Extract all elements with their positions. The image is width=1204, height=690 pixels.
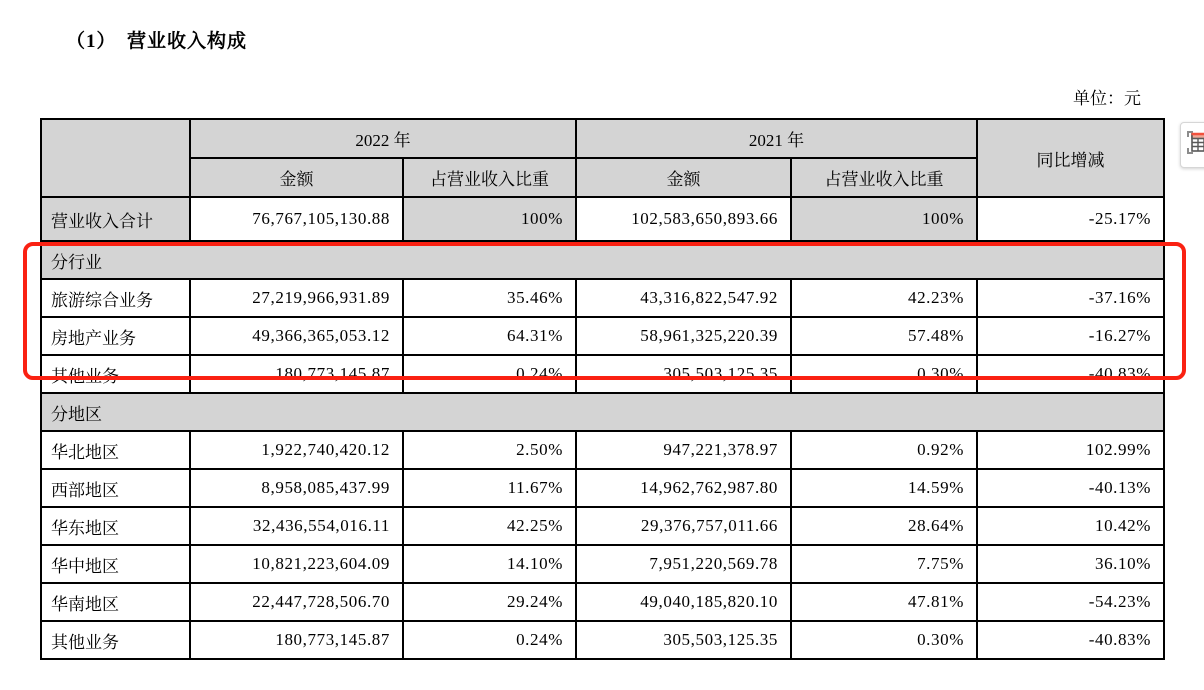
table-row <box>41 583 1164 621</box>
amount-2022: 8,958,085,437.99 <box>190 469 403 507</box>
yoy-value: 10.42% <box>977 507 1164 545</box>
header-yoy: 同比增减 <box>977 119 1164 197</box>
ratio-2022: 29.24% <box>403 583 576 621</box>
table-row <box>41 431 1164 469</box>
header-year-2022: 2022 年 <box>190 119 576 158</box>
amount-2021: 43,316,822,547.92 <box>576 279 791 317</box>
header-year-2021: 2021 年 <box>576 119 977 158</box>
ratio-2021: 0.30% <box>791 621 977 659</box>
yoy-value: -40.83% <box>977 621 1164 659</box>
row-label: 旅游综合业务 <box>41 279 190 317</box>
amount-2021: 49,040,185,820.10 <box>576 583 791 621</box>
amount-2021: 947,221,378.97 <box>576 431 791 469</box>
table-select-button[interactable] <box>1180 122 1204 168</box>
amount-2022: 32,436,554,016.11 <box>190 507 403 545</box>
ratio-2022: 42.25% <box>403 507 576 545</box>
ratio-2021: 28.64% <box>791 507 977 545</box>
section-label: 分行业 <box>41 241 1164 279</box>
ratio-2021: 14.59% <box>791 469 977 507</box>
ratio-2021: 42.23% <box>791 279 977 317</box>
header-blank-cell <box>41 119 190 197</box>
header-ratio-2021: 占营业收入比重 <box>791 158 977 197</box>
ratio-2021: 57.48% <box>791 317 977 355</box>
header-ratio-2022: 占营业收入比重 <box>403 158 576 197</box>
header-amount-2021: 金额 <box>576 158 791 197</box>
amount-2021: 58,961,325,220.39 <box>576 317 791 355</box>
row-label: 华北地区 <box>41 431 190 469</box>
unit-label: 单位：元 <box>1073 89 1141 108</box>
yoy-value: -37.16% <box>977 279 1164 317</box>
ratio-2022: 35.46% <box>403 279 576 317</box>
amount-2021: 305,503,125.35 <box>576 621 791 659</box>
amount-2022: 27,219,966,931.89 <box>190 279 403 317</box>
ratio-2022: 14.10% <box>403 545 576 583</box>
amount-2022: 1,922,740,420.12 <box>190 431 403 469</box>
amount-2021: 29,376,757,011.66 <box>576 507 791 545</box>
row-label: 房地产业务 <box>41 317 190 355</box>
table-row <box>41 621 1164 659</box>
ratio-2022: 0.24% <box>403 355 576 393</box>
amount-2022: 49,366,365,053.12 <box>190 317 403 355</box>
ratio-2022: 11.67% <box>403 469 576 507</box>
yoy-value: -40.83% <box>977 355 1164 393</box>
table-row <box>41 469 1164 507</box>
table-row <box>41 355 1164 393</box>
table-header-row-years <box>41 119 1164 158</box>
amount-2022: 22,447,728,506.70 <box>190 583 403 621</box>
row-label: 华东地区 <box>41 507 190 545</box>
yoy-value: 102.99% <box>977 431 1164 469</box>
yoy-value: -16.27% <box>977 317 1164 355</box>
row-label: 华中地区 <box>41 545 190 583</box>
table-row <box>41 507 1164 545</box>
ratio-2021: 0.92% <box>791 431 977 469</box>
revenue-composition-table <box>40 118 1165 660</box>
section-row-by-industry <box>41 241 1164 279</box>
ratio-2022: 100% <box>403 197 576 241</box>
amount-2021: 14,962,762,987.80 <box>576 469 791 507</box>
row-label: 营业收入合计 <box>41 197 190 241</box>
row-label: 其他业务 <box>41 621 190 659</box>
ratio-2021: 7.75% <box>791 545 977 583</box>
table-row-total <box>41 197 1164 241</box>
ratio-2022: 64.31% <box>403 317 576 355</box>
amount-2021: 102,583,650,893.66 <box>576 197 791 241</box>
amount-2022: 10,821,223,604.09 <box>190 545 403 583</box>
yoy-value: 36.10% <box>977 545 1164 583</box>
header-amount-2022: 金额 <box>190 158 403 197</box>
row-label: 西部地区 <box>41 469 190 507</box>
ratio-2021: 100% <box>791 197 977 241</box>
ratio-2022: 2.50% <box>403 431 576 469</box>
yoy-value: -54.23% <box>977 583 1164 621</box>
section-label: 分地区 <box>41 393 1164 431</box>
yoy-value: -40.13% <box>977 469 1164 507</box>
amount-2022: 180,773,145.87 <box>190 355 403 393</box>
amount-2022: 76,767,105,130.88 <box>190 197 403 241</box>
row-label: 其他业务 <box>41 355 190 393</box>
ratio-2022: 0.24% <box>403 621 576 659</box>
section-row-by-region <box>41 393 1164 431</box>
row-label: 华南地区 <box>41 583 190 621</box>
amount-2022: 180,773,145.87 <box>190 621 403 659</box>
amount-2021: 7,951,220,569.78 <box>576 545 791 583</box>
ratio-2021: 47.81% <box>791 583 977 621</box>
page-title: （1） 营业收入构成 <box>66 31 248 52</box>
table-row <box>41 279 1164 317</box>
table-row <box>41 317 1164 355</box>
ratio-2021: 0.30% <box>791 355 977 393</box>
yoy-value: -25.17% <box>977 197 1164 241</box>
table-select-icon <box>1185 129 1204 161</box>
table-row <box>41 545 1164 583</box>
amount-2021: 305,503,125.35 <box>576 355 791 393</box>
